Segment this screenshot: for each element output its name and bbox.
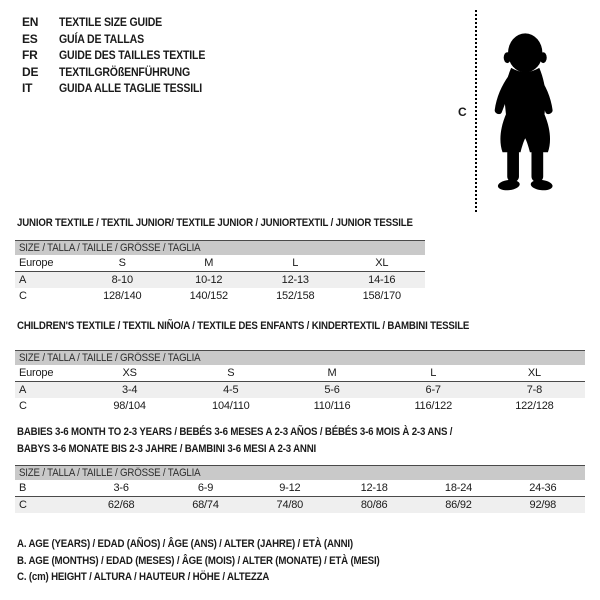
table-cell: 140/152 xyxy=(189,290,228,302)
lang-row-it xyxy=(22,80,225,97)
row-label: Europe xyxy=(19,257,54,269)
table-cell: 12-18 xyxy=(360,482,388,494)
section-title-text: BABIES 3-6 MONTH TO 2-3 YEARS / BEBÉS 3-6 MESES A 2-3 AÑOS / BÉBÉS 3-6 MOIS À 2-3 ANS / xyxy=(17,426,453,438)
table-cell: 8-10 xyxy=(111,274,133,286)
table-row xyxy=(15,497,585,513)
lang-code: FR xyxy=(22,48,38,62)
table-cell: 10-12 xyxy=(195,274,223,286)
lang-row-en xyxy=(22,14,225,31)
table-row xyxy=(15,398,585,414)
table-cell: 14-16 xyxy=(368,274,396,286)
table-cell: 152/158 xyxy=(276,290,315,302)
row-label: A xyxy=(19,384,27,396)
size-header-text: SIZE / TALLA / TAILLE / GRÖSSE / TAGLIA xyxy=(19,242,201,254)
row-label: B xyxy=(19,482,27,494)
table-cell: XL xyxy=(375,257,389,269)
legend-line-a: A. AGE (YEARS) / EDAD (AÑOS) / ÂGE (ANS) / ALTER (JAHRE) / ETÀ (ANNI) xyxy=(17,538,353,550)
table-cell: S xyxy=(118,257,126,269)
section-title-text: JUNIOR TEXTILE / TEXTIL JUNIOR/ TEXTILE JUNIOR / JUNIORTEXTIL / JUNIOR TESSILE xyxy=(17,217,413,229)
section-title-text: CHILDREN'S TEXTILE / TEXTIL NIÑO/A / TEXTILE DES ENFANTS / KINDERTEXTIL / BAMBINI TESSILE xyxy=(17,320,470,332)
table-cell: 128/140 xyxy=(103,290,142,302)
table-cell: XS xyxy=(122,367,137,379)
measurement-legend xyxy=(17,536,429,586)
lang-code: EN xyxy=(22,15,39,29)
table-cell: 110/116 xyxy=(313,400,351,412)
table-cell: 5-6 xyxy=(324,384,340,396)
table-cell: L xyxy=(430,367,437,379)
section-title-babies xyxy=(17,424,512,457)
legend-line-c: C. (cm) HEIGHT / ALTURA / HAUTEUR / HÖHE / ALTEZZA xyxy=(17,571,270,583)
table-cell: 24-36 xyxy=(529,482,557,494)
size-header-text: SIZE / TALLA / TAILLE / GRÖSSE / TAGLIA xyxy=(19,467,201,479)
size-header-bar xyxy=(15,466,585,480)
lang-row-fr xyxy=(22,47,225,64)
lang-code: DE xyxy=(22,64,39,79)
section-title-children xyxy=(17,318,531,335)
language-title-list xyxy=(22,14,225,97)
table-row xyxy=(15,480,585,497)
table-cell: 104/110 xyxy=(212,400,250,412)
table-row xyxy=(15,255,425,272)
legend-line-b: B. AGE (MONTHS) / EDAD (MESES) / ÂGE (MOIS) / ALTER (MONATE) / ETÀ (MESI) xyxy=(17,554,380,567)
height-measure-label: C xyxy=(458,105,467,119)
table-cell: 9-12 xyxy=(279,482,301,494)
section-title-text: BABYS 3-6 MONATE BIS 2-3 JAHRE / BAMBINI 3-6 MESI A 2-3 ANNI xyxy=(17,442,317,455)
table-cell: 18-24 xyxy=(444,482,473,494)
table-cell: 116/122 xyxy=(414,400,452,412)
table-row xyxy=(15,365,585,382)
toddler-silhouette-icon xyxy=(483,11,569,213)
lang-title: GUÍA DE TALLAS xyxy=(59,31,144,46)
table-cell: 158/170 xyxy=(362,290,401,302)
size-header-bar xyxy=(15,351,585,365)
row-label: A xyxy=(19,274,27,286)
lang-row-es xyxy=(22,31,225,48)
table-row xyxy=(15,288,425,304)
table-cell: 92/98 xyxy=(529,499,557,511)
table-cell: XL xyxy=(527,367,541,379)
table-cell: 4-5 xyxy=(223,384,239,396)
lang-title: GUIDE DES TAILLES TEXTILE xyxy=(59,48,206,62)
table-cell: M xyxy=(204,257,214,269)
lang-title: GUIDA ALLE TAGLIE TESSILI xyxy=(59,81,203,95)
height-figure xyxy=(450,5,598,215)
row-label: C xyxy=(19,499,27,511)
table-cell: 62/68 xyxy=(107,499,135,511)
lang-code: ES xyxy=(22,31,38,46)
table-cell: 68/74 xyxy=(192,499,219,511)
table-row xyxy=(15,382,585,398)
table-cell: 86/92 xyxy=(445,499,472,511)
lang-row-de xyxy=(22,64,225,81)
table-cell: 6-7 xyxy=(425,384,441,396)
section-title-junior xyxy=(17,215,467,232)
table-cell: 7-8 xyxy=(526,384,543,396)
table-cell: L xyxy=(292,257,299,269)
babies-size-table xyxy=(15,465,585,513)
children-size-table xyxy=(15,350,585,414)
table-cell: 3-4 xyxy=(121,384,138,396)
table-cell: M xyxy=(327,367,337,379)
row-label: C xyxy=(19,290,27,302)
height-dotted-line xyxy=(475,10,477,212)
table-cell: 12-13 xyxy=(281,274,309,286)
size-header-text: SIZE / TALLA / TAILLE / GRÖSSE / TAGLIA xyxy=(19,352,201,364)
lang-title: TEXTILE SIZE GUIDE xyxy=(59,15,163,29)
table-cell: 122/128 xyxy=(515,400,554,412)
row-label: Europe xyxy=(19,367,54,379)
junior-size-table xyxy=(15,240,425,304)
table-row xyxy=(15,272,425,288)
table-cell: 3-6 xyxy=(113,482,129,494)
lang-title: TEXTILGRÖßENFÜHRUNG xyxy=(59,64,191,79)
table-cell: S xyxy=(227,367,235,379)
table-cell: 6-9 xyxy=(197,482,214,494)
table-cell: 80/86 xyxy=(360,499,388,511)
table-cell: 74/80 xyxy=(276,499,304,511)
lang-code: IT xyxy=(22,81,33,95)
table-cell: 98/104 xyxy=(113,400,146,412)
size-header-bar xyxy=(15,241,425,255)
row-label: C xyxy=(19,400,27,412)
